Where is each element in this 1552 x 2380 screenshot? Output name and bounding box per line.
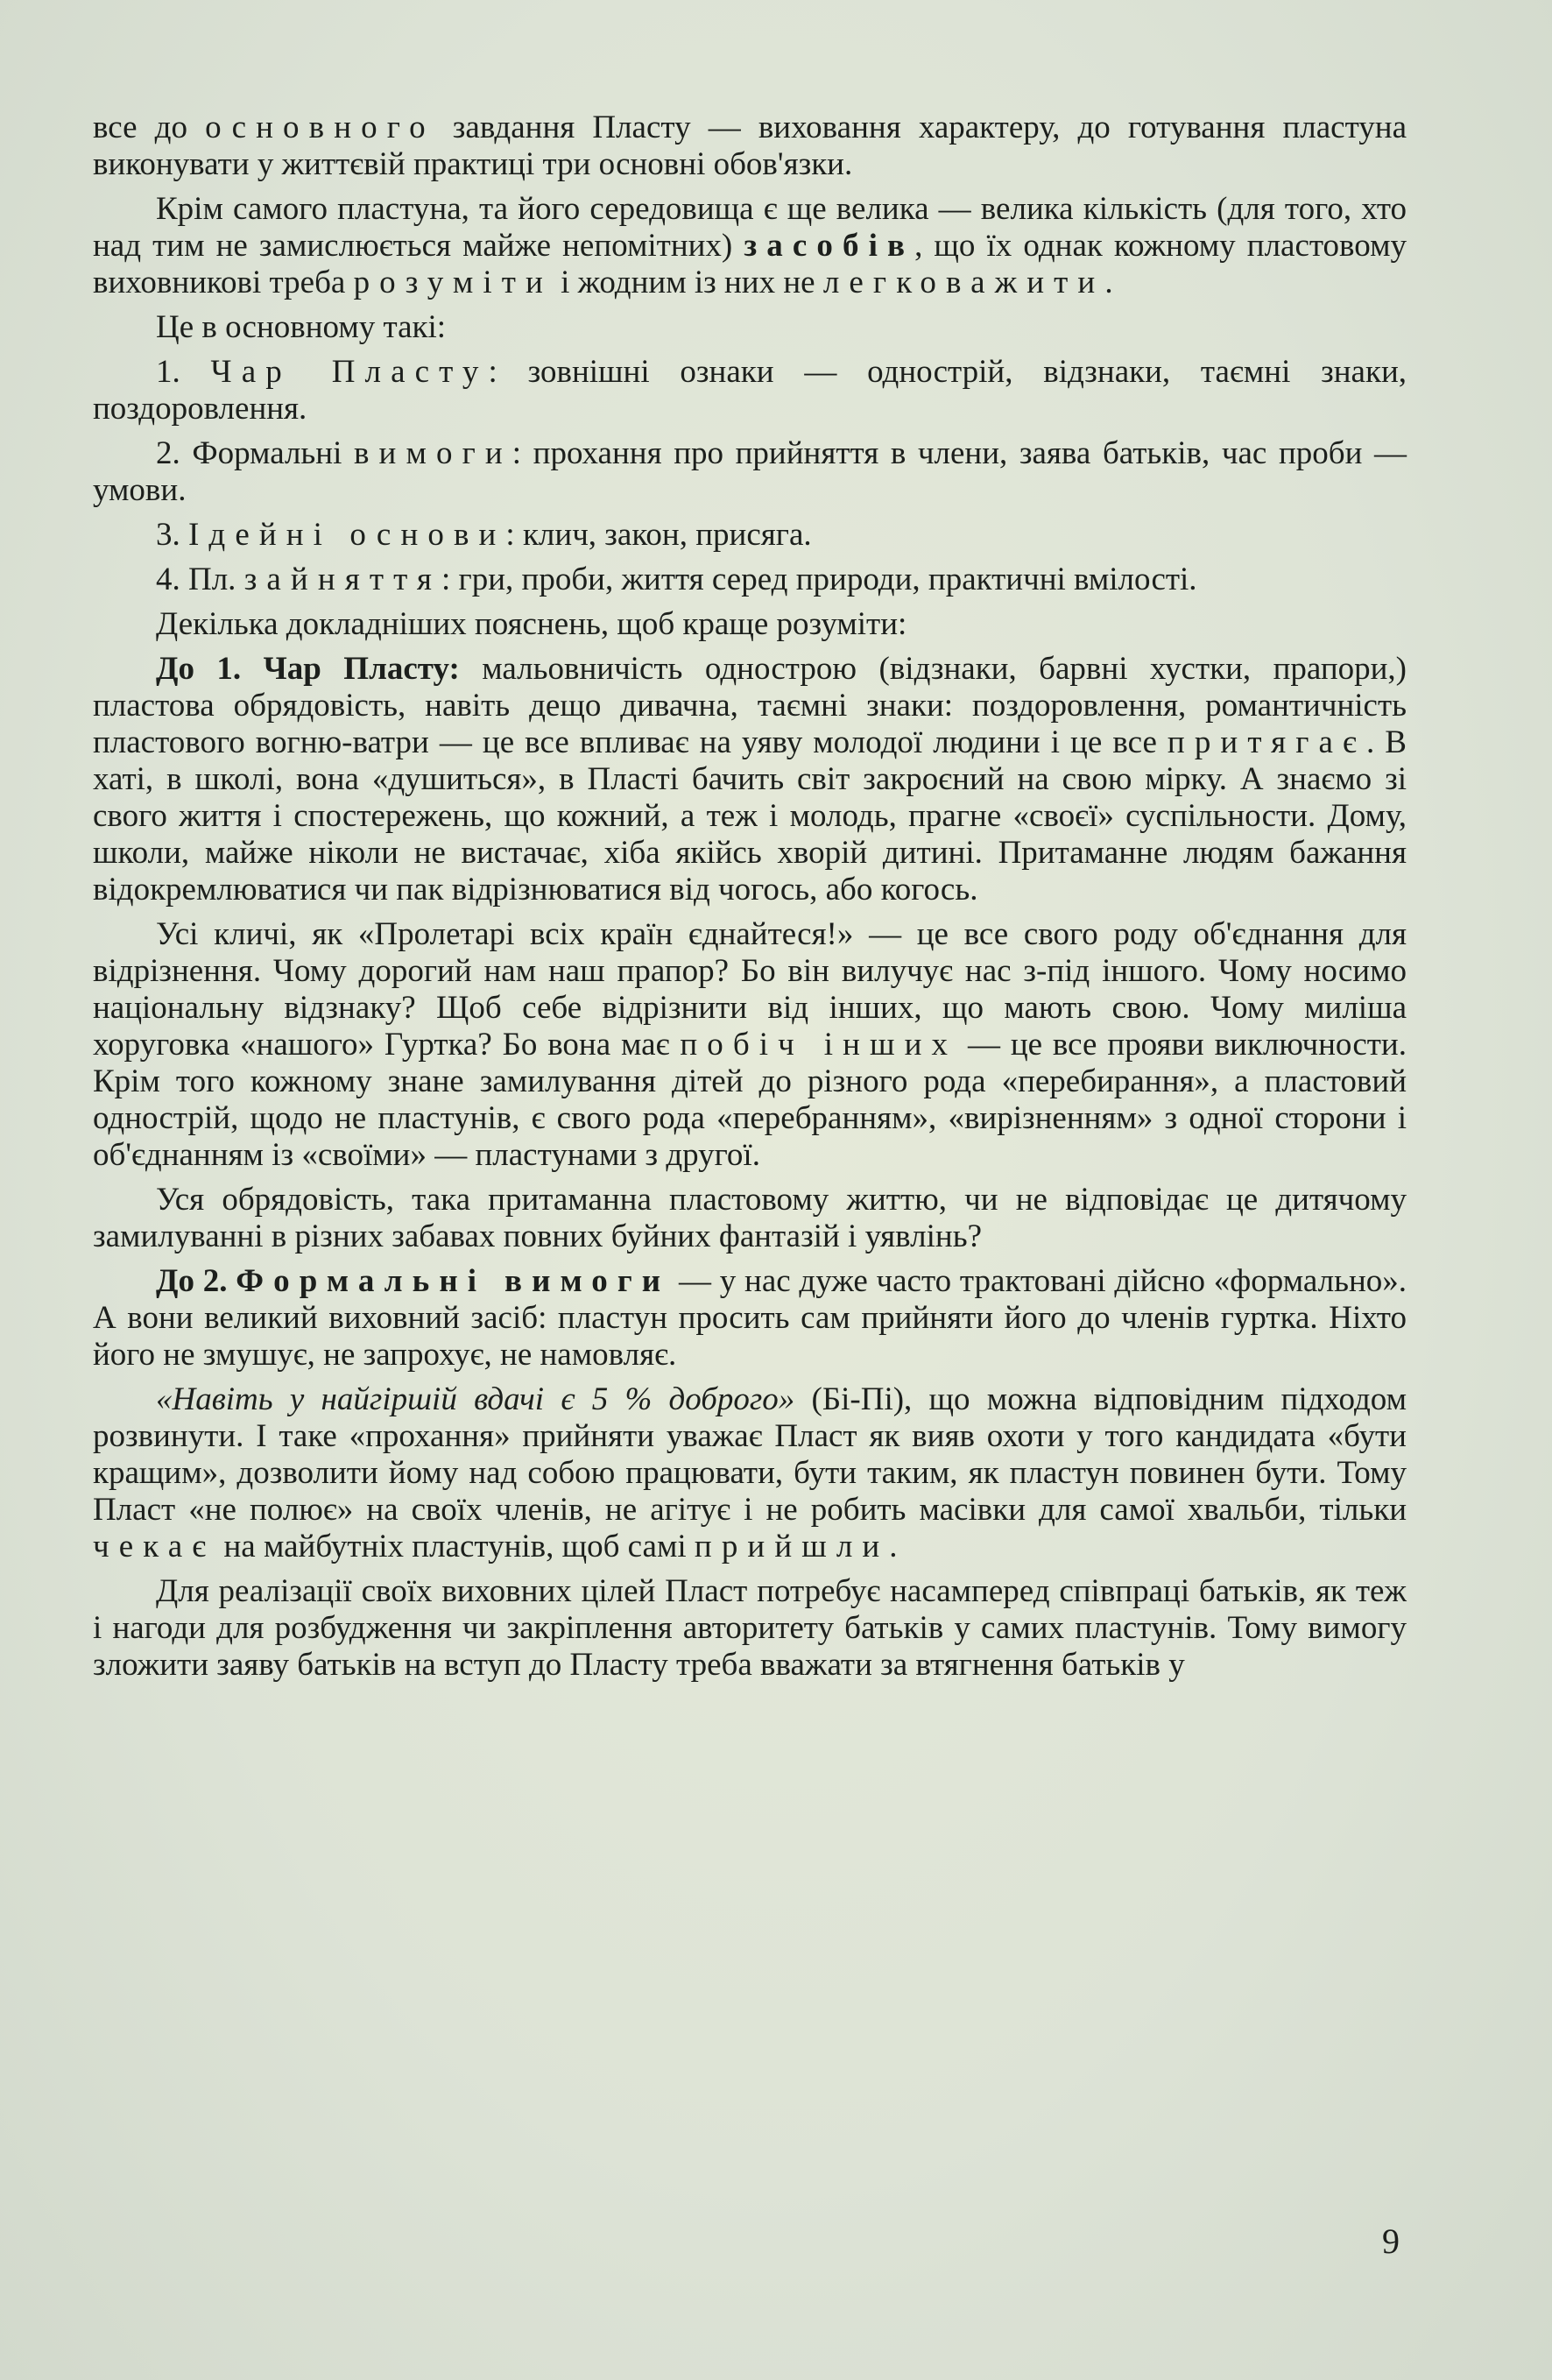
text-run: засобів <box>744 228 915 264</box>
text-run: мальовничість однострою (відзнаки, барвні хустки, прапори,) пластова обрядовість, навіть дещо дивачна, таємні знаки: поздоровлення, романтичність пластового вогню-ватри — це все впливає на уяву молодої людини і це все <box>93 651 1407 760</box>
text-run: притягає <box>1167 724 1367 760</box>
text-run: : гри, проби, життя серед природи, практичні вмілості. <box>441 561 1197 597</box>
text-run: Усі кличі, як «Пролетарі всіх країн єднайтеся!» — це все свого роду об'єднання для відрізнення. Чому дорогий нам наш прапор? Бо він вилучує нас з-під іншого. Чому носимо національну відзнаку? Щоб себе відрізнити від інших, що мають свою. Чому миліша хоруговка «нашого» Гуртка? Бо вона має <box>93 916 1407 1063</box>
paragraph-p12 <box>93 1263 1407 1374</box>
text-run: : клич, закон, присяга. <box>505 517 812 553</box>
body-text <box>93 109 1407 1691</box>
text-run: До 1. Чар Пласту: <box>156 651 460 687</box>
paragraph-p4 <box>93 354 1407 427</box>
text-run: Ідейні основи <box>188 517 506 553</box>
text-run: завдання Пласту — виховання характеру, до готування пластуна виконувати у життєвій практиці три основні обов'язки. <box>93 109 1407 182</box>
paragraph-p5 <box>93 435 1407 509</box>
text-run: 2. Формальні <box>156 435 354 471</box>
text-run: побіч інших <box>680 1027 958 1063</box>
text-run: легковажити <box>822 265 1105 300</box>
paragraph-p14 <box>93 1573 1407 1684</box>
text-run: основного <box>205 109 435 145</box>
text-run: Декілька докладніших пояснень, щоб краще розуміти: <box>156 606 907 642</box>
text-run: все до <box>93 109 206 145</box>
text-run: розуміти <box>353 265 553 300</box>
paragraph-p6 <box>93 517 1407 554</box>
text-run: чекає <box>93 1529 216 1564</box>
text-run: і жодним із них не <box>552 265 823 300</box>
text-run: До 2. <box>156 1263 236 1299</box>
text-run: — у нас дуже часто трактовані дійсно «формально». А вони великий виховний засіб: пластун просить сам прийняти його до членів гуртка. Ніхто його не змушує, не запрохує, не намовляє. <box>93 1263 1407 1373</box>
text-run: вимоги <box>353 435 512 471</box>
paragraph-p8 <box>93 606 1407 643</box>
paragraph-p13 <box>93 1381 1407 1565</box>
text-run: Крім самого пластуна, та його середовища є ще велика — велика кількість (для того, хто над тим не замислюється майже непомітних) <box>93 191 1407 264</box>
text-run: — це все прояви виключности. Крім того кожному знане замилування дітей до різного рода «перебирання», а пластовий однострій, щодо не пластунів, є свого рода «перебранням», «вирізненням» з одної сторони і об'єднанням із «своїми» — пластунами з другої. <box>93 1027 1407 1173</box>
text-run: , що їх однак кожному пластовому виховникові треба <box>93 228 1407 300</box>
text-run: : зовнішні ознаки — однострій, відзнаки, таємні знаки, поздоровлення. <box>93 354 1407 427</box>
text-run: прийшли <box>694 1529 890 1564</box>
paragraph-p10 <box>93 916 1407 1174</box>
text-run: Уся обрядовість, така притаманна пластовому життю, чи не відповідає це дитячому замилуванні в різних забавах повних буйних фантазій і уявлінь? <box>93 1182 1407 1254</box>
text-run: (Бі-Пі), що можна відповідним підходом розвинути. І таке «прохання» прийняти уважає Пласт як вияв охоти у того кандидата «бути кращим», дозволити йому над собою працювати, бути таким, як пластун повинен бути. Тому Пласт «не полює» на своїх членів, не агітує і не робить масівки для самої хвальби, тільки <box>93 1381 1407 1528</box>
paragraph-p11 <box>93 1182 1407 1255</box>
text-run: Це в основному такі: <box>156 309 447 345</box>
text-run: Для реалізації своїх виховних цілей Пласт потребує насамперед співпраці батьків, як теж і нагоди для розбудження чи закріплення авторитету батьків у самих пластунів. Тому вимогу зложити заяву батьків на вступ до Пласту треба вважати за втягнення батьків у <box>93 1573 1407 1683</box>
paragraph-p7 <box>93 561 1407 598</box>
paragraph-p3 <box>93 309 1407 346</box>
text-run: на майбутніх пластунів, щоб самі <box>215 1529 695 1564</box>
text-run: . <box>1104 265 1113 300</box>
text-run: . <box>889 1529 898 1564</box>
page-number: 9 <box>1382 2221 1400 2261</box>
text-run: 3. <box>156 517 188 553</box>
paragraph-p1 <box>93 109 1407 183</box>
text-run: Формальні вимоги <box>236 1263 671 1299</box>
paragraph-p9 <box>93 651 1407 908</box>
text-run: «Навіть у найгіршій вдачі є 5 % доброго» <box>156 1381 795 1417</box>
text-run: зайняття <box>243 561 442 597</box>
paragraph-p2 <box>93 191 1407 301</box>
text-run: : прохання про прийняття в члени, заява батьків, час проби — умови. <box>93 435 1407 508</box>
text-run: . В хаті, в школі, вона «душиться», в Пласті бачить світ закроєний на свою мірку. А знаємо зі свого життя і спостережень, що кожний, а теж і молодь, прагне «своєї» суспільности. Дому, школи, майже ніколи не вистачає, хіба якійсь хворій дитині. Притаманне людям бажання відокремлюватися чи пак відрізнюватися від чогось, або когось. <box>93 724 1407 908</box>
text-run: 1. <box>156 354 211 390</box>
text-run: 4. Пл. <box>156 561 244 597</box>
text-run: Чар Пласту <box>210 354 489 390</box>
